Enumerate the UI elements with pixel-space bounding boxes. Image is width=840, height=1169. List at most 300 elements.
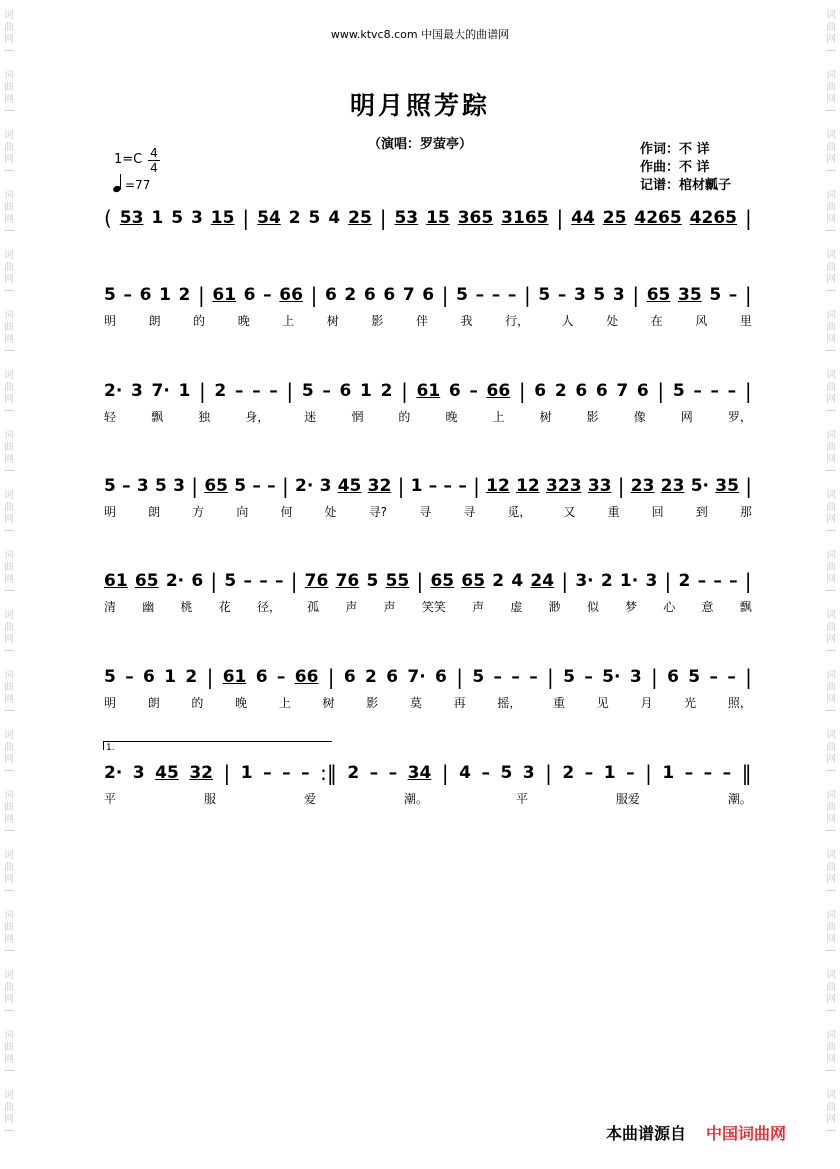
note: 5 <box>301 381 314 401</box>
watermark-char: 网 <box>826 994 836 1005</box>
watermark-char: 网 <box>826 754 836 765</box>
lyric-syllable: 幽 <box>142 600 155 614</box>
note: – <box>369 763 379 783</box>
lyric-syllable: 声 <box>472 600 485 614</box>
watermark-char: 曲 <box>826 322 836 333</box>
note: 24 <box>530 571 555 591</box>
watermark-char: 曲 <box>826 562 836 573</box>
note: 4265 <box>634 208 682 228</box>
note: 5 <box>456 285 468 305</box>
lyric-syllable: 晚 <box>237 314 250 328</box>
note: 1 <box>662 763 675 783</box>
lyric-syllable: 服 <box>203 792 216 806</box>
watermark-char: 曲 <box>826 982 836 993</box>
note: 365 <box>457 208 494 228</box>
barline: | <box>290 569 298 593</box>
watermark-char: 曲 <box>4 922 14 933</box>
watermark-char: 网 <box>4 874 14 885</box>
barline: ‖ <box>741 761 752 785</box>
lyric-syllable: 处 <box>606 314 619 328</box>
note: – <box>234 381 244 401</box>
lyric-syllable: 径， <box>256 600 281 614</box>
barline: | <box>651 665 658 689</box>
watermark-char: 网 <box>826 154 836 165</box>
watermark-separator <box>826 830 836 831</box>
lyric-syllable: 在 <box>650 314 663 328</box>
barline: | <box>556 206 564 230</box>
watermark-char: 曲 <box>826 262 836 273</box>
note: 2 <box>214 381 227 401</box>
note: 3 <box>173 476 185 496</box>
watermark-char: 词 <box>4 250 14 261</box>
watermark-unit <box>4 970 14 1020</box>
note: 25 <box>602 208 627 228</box>
watermark-char: 曲 <box>826 202 836 213</box>
lyric-syllable: 行， <box>505 314 530 328</box>
lyric-syllable: 朗 <box>148 314 161 328</box>
watermark-separator <box>826 530 836 531</box>
note: 3165 <box>501 208 549 228</box>
watermark-unit <box>826 970 836 1020</box>
lyric-syllable: 树 <box>322 696 335 710</box>
watermark-char: 网 <box>4 214 14 225</box>
note: 44 <box>571 208 595 228</box>
lyric-syllable: 朗 <box>148 505 161 519</box>
watermark-unit <box>826 610 836 660</box>
note: 2· <box>165 571 185 591</box>
note: 1 <box>159 285 171 305</box>
note: – <box>125 667 134 687</box>
lyric-syllable: 网 <box>680 410 693 424</box>
lyric-syllable: 晚 <box>445 410 458 424</box>
note: – <box>458 476 467 496</box>
watermark-separator <box>4 470 14 471</box>
lyric-syllable: 心 <box>663 600 676 614</box>
note: 6 <box>435 667 447 687</box>
note: – <box>301 763 310 783</box>
barline: | <box>523 283 531 307</box>
lyric-syllable: 光 <box>684 696 697 710</box>
watermark-unit <box>826 850 836 900</box>
watermark-char: 曲 <box>826 82 836 93</box>
watermark-char: 网 <box>826 94 836 105</box>
lyric-syllable: 树 <box>326 314 339 328</box>
note: 4 <box>511 571 524 591</box>
note: – <box>252 381 261 401</box>
note: 3 <box>136 476 149 496</box>
watermark-char: 曲 <box>826 922 836 933</box>
watermark-char: 词 <box>826 1030 836 1041</box>
lyric-syllable: 的 <box>193 314 206 328</box>
watermark-char: 词 <box>826 130 836 141</box>
barline: | <box>242 206 250 230</box>
watermark-char: 网 <box>826 454 836 465</box>
note: – <box>493 667 503 687</box>
watermark-char: 曲 <box>4 562 14 573</box>
note: 5 <box>538 285 551 305</box>
watermark-char: 曲 <box>4 442 14 453</box>
lyric-syllable: 方 <box>192 505 205 519</box>
note: 1 <box>603 763 616 783</box>
note: 55 <box>385 571 410 591</box>
watermark-unit <box>826 1090 836 1140</box>
lyric-syllable: 孤 <box>307 600 320 614</box>
lyric-syllable: 明 <box>104 314 117 328</box>
lyric-syllable: 飘 <box>739 600 752 614</box>
note: 5 <box>155 476 167 496</box>
note: 53 <box>394 208 419 228</box>
note: – <box>729 571 738 591</box>
watermark-char: 词 <box>4 730 14 741</box>
note: 5· <box>602 667 621 687</box>
watermark-char: 网 <box>4 1114 14 1125</box>
note: 23 <box>660 476 685 496</box>
watermark-char: 网 <box>4 334 14 345</box>
barline: | <box>545 761 552 785</box>
notes-line <box>104 282 752 308</box>
note: – <box>267 476 276 496</box>
note: 6 <box>143 667 155 687</box>
lyric-syllable: 像 <box>633 410 646 424</box>
note: 65 <box>204 476 228 496</box>
watermark-char: 词 <box>4 370 14 381</box>
note: – <box>697 571 707 591</box>
barline: | <box>210 569 218 593</box>
watermark-char: 词 <box>826 1090 836 1101</box>
watermark-char: 曲 <box>4 82 14 93</box>
lyric-syllable: 重 <box>553 696 566 710</box>
barline: | <box>441 283 449 307</box>
watermark-char: 曲 <box>4 862 14 873</box>
watermark-char: 网 <box>826 694 836 705</box>
score-row <box>0 760 840 808</box>
watermark-char: 网 <box>4 274 14 285</box>
note: 2 <box>344 285 357 305</box>
tempo-marking <box>113 174 150 192</box>
site-header: www.ktvc8.com 中国最大的曲谱网 <box>330 28 510 41</box>
watermark-char: 曲 <box>4 1042 14 1053</box>
lyric-syllable: 渺 <box>548 600 561 614</box>
composer-credit: 作曲：不 详 <box>640 160 710 175</box>
note: – <box>728 285 738 305</box>
note: 5 <box>104 285 116 305</box>
barline: | <box>632 283 640 307</box>
note: 65 <box>430 571 455 591</box>
watermark-char: 网 <box>826 214 836 225</box>
barline: | <box>416 569 424 593</box>
lyric-syllable: 轻 <box>104 410 117 424</box>
watermark-char: 网 <box>4 994 14 1005</box>
note: 3 <box>190 208 203 228</box>
note: – <box>529 667 538 687</box>
note: – <box>626 763 635 783</box>
note: 6 <box>343 667 356 687</box>
barline: | <box>547 665 554 689</box>
watermark-char: 网 <box>826 874 836 885</box>
lyric-syllable: 罗， <box>727 410 752 424</box>
note: 5 <box>688 667 701 687</box>
watermark-char: 词 <box>4 310 14 321</box>
watermark-char: 网 <box>4 754 14 765</box>
watermark-char: 曲 <box>826 802 836 813</box>
note: 5 <box>308 208 321 228</box>
performer-credit: （演唱：罗萤亭） <box>367 137 472 152</box>
notes-line <box>104 378 752 404</box>
note: – <box>709 667 718 687</box>
note: – <box>511 667 520 687</box>
watermark-char: 词 <box>826 490 836 501</box>
note: 2 <box>365 667 377 687</box>
note: – <box>481 763 490 783</box>
note: – <box>243 571 252 591</box>
note: – <box>122 476 131 496</box>
note: 1 <box>178 381 191 401</box>
lyricist-credit: 作词：不 详 <box>640 142 710 157</box>
score-row <box>0 664 840 712</box>
note: 2 <box>185 667 198 687</box>
watermark-unit <box>4 1030 14 1080</box>
lyrics-line <box>104 312 752 330</box>
watermark-separator <box>826 350 836 351</box>
watermark-char: 词 <box>4 970 14 981</box>
first-ending-bracket <box>103 741 332 753</box>
barline: | <box>401 379 408 403</box>
time-numerator: 4 <box>148 146 160 161</box>
barline: | <box>441 761 449 785</box>
lyric-syllable: 桃 <box>180 600 193 614</box>
note: 1 <box>360 381 372 401</box>
watermark-separator <box>4 1010 14 1011</box>
note: 6 <box>339 381 352 401</box>
score-row <box>0 282 840 330</box>
lyric-syllable: 上 <box>282 314 295 328</box>
barline: | <box>286 379 294 403</box>
note: – <box>428 476 438 496</box>
note: 6 <box>139 285 152 305</box>
lyric-syllable: 重 <box>607 505 620 519</box>
note: 65 <box>134 571 159 591</box>
note: 2 <box>492 571 505 591</box>
lyric-syllable: 再 <box>453 696 466 710</box>
watermark-unit <box>826 1030 836 1080</box>
lyric-syllable: 平 <box>104 792 117 806</box>
watermark-char: 词 <box>4 190 14 201</box>
lyric-syllable: 何 <box>280 505 293 519</box>
barline: | <box>518 379 526 403</box>
barline: | <box>617 474 625 498</box>
watermark-char: 词 <box>826 250 836 261</box>
note: 6 <box>386 667 399 687</box>
watermark-char: 曲 <box>826 442 836 453</box>
note: 2· <box>104 763 123 783</box>
watermark-char: 网 <box>826 574 836 585</box>
lyrics-line <box>104 408 752 426</box>
watermark-char: 曲 <box>4 502 14 513</box>
lyric-syllable: 独 <box>198 410 211 424</box>
watermark-char: 词 <box>826 730 836 741</box>
note: 3 <box>132 763 145 783</box>
note: 5 <box>171 208 184 228</box>
lyric-syllable: 迷 <box>304 410 317 424</box>
watermark-char: 曲 <box>4 202 14 213</box>
barline: :‖ <box>320 761 337 785</box>
note: 4 <box>459 763 471 783</box>
note: – <box>491 285 501 305</box>
lyric-syllable: 风 <box>695 314 708 328</box>
barline: | <box>456 665 463 689</box>
source-site-link[interactable]: 中国词曲网 <box>706 1124 787 1143</box>
note: 1· <box>619 571 639 591</box>
lyric-syllable: 晚 <box>235 696 248 710</box>
note: 3 <box>612 285 625 305</box>
note: 3 <box>645 571 658 591</box>
note: 65 <box>461 571 486 591</box>
lyrics-line <box>104 503 752 521</box>
note: 76 <box>335 571 360 591</box>
note: 61 <box>222 667 247 687</box>
watermark-separator <box>826 890 836 891</box>
note: – <box>443 476 453 496</box>
quarter-note-icon <box>113 174 123 192</box>
watermark-char: 网 <box>4 634 14 645</box>
barline: | <box>744 569 752 593</box>
lyric-syllable: 的 <box>398 410 411 424</box>
note: 5 <box>563 667 575 687</box>
lyrics-line <box>104 598 752 616</box>
watermark-char: 网 <box>826 274 836 285</box>
watermark-char: 曲 <box>4 802 14 813</box>
watermark-char: 词 <box>4 850 14 861</box>
lyrics-line <box>104 790 752 808</box>
watermark-char: 词 <box>826 370 836 381</box>
note: 2· <box>294 476 314 496</box>
watermark-char: 词 <box>826 550 836 561</box>
note: 12 <box>486 476 510 496</box>
note: – <box>282 763 291 783</box>
note: 1 <box>164 667 177 687</box>
watermark-unit <box>826 910 836 960</box>
lyric-syllable: 处 <box>324 505 337 519</box>
watermark-separator <box>826 650 836 651</box>
note: 45 <box>337 476 362 496</box>
watermark-char: 词 <box>826 190 836 201</box>
watermark-unit <box>4 610 14 660</box>
note: – <box>252 476 261 496</box>
watermark-char: 网 <box>826 814 836 825</box>
source-label: 本曲谱源自 <box>606 1124 687 1143</box>
score-row <box>0 568 840 616</box>
note: – <box>584 763 594 783</box>
lyric-syllable: 里 <box>739 314 752 328</box>
watermark-separator <box>826 1070 836 1071</box>
watermark-char: 网 <box>4 694 14 705</box>
watermark-separator <box>4 350 14 351</box>
watermark-char: 曲 <box>4 1102 14 1113</box>
lyrics-line <box>104 694 752 712</box>
note: 45 <box>155 763 179 783</box>
score-row <box>0 473 840 521</box>
watermark-char: 曲 <box>826 742 836 753</box>
watermark-char: 曲 <box>826 1042 836 1053</box>
note: 1 <box>410 476 423 496</box>
note: 6 <box>363 285 376 305</box>
watermark-char: 网 <box>826 514 836 525</box>
lyric-syllable: 照， <box>727 696 752 710</box>
note: 3 <box>522 763 535 783</box>
lyric-syllable: 树 <box>539 410 552 424</box>
score-row <box>0 378 840 426</box>
barline: | <box>744 379 752 403</box>
note: 1 <box>151 208 164 228</box>
watermark-char: 曲 <box>4 262 14 273</box>
note: – <box>727 381 737 401</box>
lyric-syllable: 服爱 <box>615 792 640 806</box>
watermark-char: 词 <box>826 790 836 801</box>
note: – <box>727 667 736 687</box>
barline: | <box>745 474 752 498</box>
lyric-syllable: 月 <box>640 696 653 710</box>
watermark-char: 曲 <box>826 682 836 693</box>
barline: | <box>198 283 205 307</box>
note: 2 <box>562 763 575 783</box>
watermark-char: 网 <box>4 1054 14 1065</box>
tempo-value: =77 <box>125 178 151 192</box>
note: 6 <box>422 285 435 305</box>
lyric-syllable: 伴 <box>415 314 428 328</box>
note: 6 <box>255 667 268 687</box>
note: – <box>322 381 331 401</box>
watermark-char: 曲 <box>4 142 14 153</box>
watermark-separator <box>826 1130 836 1131</box>
watermark-char: 词 <box>4 670 14 681</box>
note: 6 <box>575 381 588 401</box>
watermark-char: 网 <box>4 574 14 585</box>
note: 323 <box>546 476 582 496</box>
barline: | <box>198 379 206 403</box>
barline: | <box>561 569 569 593</box>
note: 5 <box>709 285 722 305</box>
note: 54 <box>257 208 281 228</box>
note: 6 <box>191 571 204 591</box>
lyric-syllable: 觅， <box>507 505 532 519</box>
watermark-char: 曲 <box>4 982 14 993</box>
watermark-char: 网 <box>826 1054 836 1065</box>
note: – <box>584 667 593 687</box>
note: 12 <box>516 476 540 496</box>
barline: | <box>744 206 752 230</box>
note: 3 <box>629 667 642 687</box>
watermark-char: 词 <box>826 850 836 861</box>
watermark-char: 曲 <box>826 142 836 153</box>
score-row <box>0 205 840 253</box>
note: – <box>263 285 272 305</box>
note: 35 <box>678 285 702 305</box>
note: 66 <box>294 667 319 687</box>
lyric-syllable: 明 <box>104 696 117 710</box>
barline: | <box>657 379 665 403</box>
note: 7 <box>402 285 415 305</box>
note: 2 <box>554 381 567 401</box>
note: 66 <box>279 285 303 305</box>
watermark-char: 网 <box>4 154 14 165</box>
watermark-separator <box>4 50 14 51</box>
watermark-char: 词 <box>4 430 14 441</box>
lyric-syllable: 朗 <box>147 696 160 710</box>
note: 5 <box>224 571 237 591</box>
watermark-char: 词 <box>4 130 14 141</box>
note: 53 <box>119 208 144 228</box>
note: 33 <box>587 476 612 496</box>
